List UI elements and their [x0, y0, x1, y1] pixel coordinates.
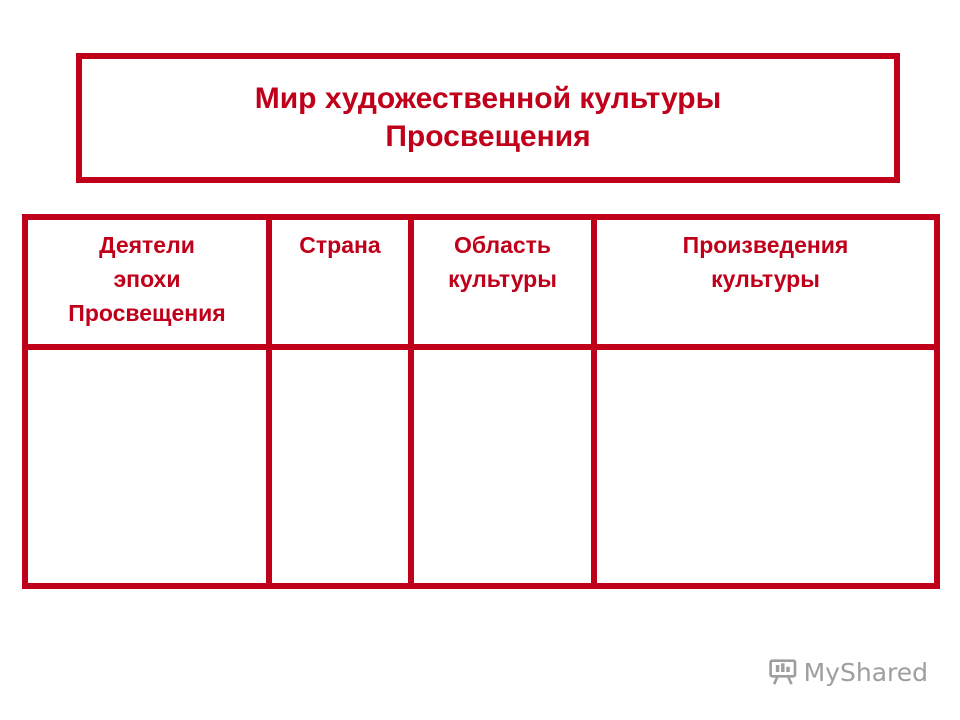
table-header-country	[272, 228, 408, 262]
table-header-field	[414, 228, 591, 296]
header-text: Деятели	[99, 232, 195, 258]
slide-title-line-1: Мир художественной культуры	[254, 82, 722, 115]
table-cell	[272, 350, 408, 583]
slide-title-line-2: Просвещения	[385, 120, 591, 153]
header-text: культуры	[711, 266, 820, 292]
watermark-text: MyShared	[803, 657, 928, 687]
myshared-watermark	[768, 652, 928, 692]
enlightenment-table	[22, 214, 940, 589]
header-text: Страна	[299, 232, 381, 258]
header-text: эпохи	[113, 266, 181, 292]
slide-title-box	[76, 53, 900, 183]
presentation-board-icon	[768, 655, 798, 689]
header-text: культуры	[448, 266, 557, 292]
header-text: Просвещения	[68, 300, 226, 326]
table-cell	[414, 350, 591, 583]
table-header-works	[597, 228, 934, 296]
header-text: Область	[453, 232, 552, 258]
table-cell	[597, 350, 934, 583]
header-text: Произведения	[682, 232, 849, 258]
table-cell	[28, 350, 266, 583]
table-header-figures	[28, 228, 266, 330]
